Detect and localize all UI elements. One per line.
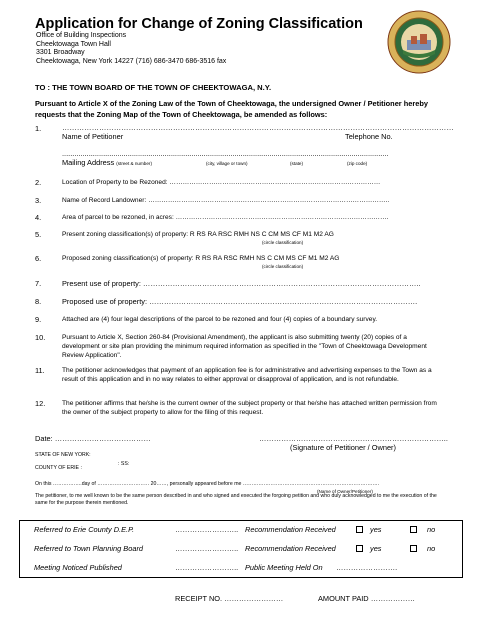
- item-number: 3.: [35, 196, 42, 205]
- referred-planning-dots[interactable]: ……………………..: [175, 544, 239, 553]
- notary-ss: : SS:: [118, 461, 130, 467]
- item-number: 11.: [35, 366, 45, 375]
- date-field[interactable]: Date: …………………………………: [35, 434, 151, 443]
- public-meeting-dots[interactable]: …………………….: [336, 563, 398, 572]
- no-label: no: [427, 525, 436, 534]
- item-number: 8.: [35, 297, 42, 306]
- office-line: 3301 Broadway: [36, 49, 85, 57]
- item-number: 9.: [35, 315, 42, 324]
- signature-label: (Signature of Petitioner / Owner): [290, 443, 396, 452]
- recommendation-received-label: Recommendation Received: [245, 525, 336, 534]
- yes-label: yes: [370, 544, 382, 553]
- intro-paragraph: Pursuant to Article X of the Zoning Law of the Town of Cheektowaga, the undersigned Owner / Petitioner hereby requests that the Zoning Map of the Town of Cheektowaga, be amended as follows:: [35, 99, 428, 119]
- item-number: 2.: [35, 178, 42, 187]
- item-11-text: The petitioner acknowledges that payment of an application fee is for administrative and advertising expenses to the Town as a result of this application and in no way relates to either approval or disapproval of application, and is not refundable.: [62, 367, 432, 383]
- planning-yes-checkbox[interactable]: [356, 545, 363, 552]
- mailing-sublabel: (street & number): [116, 161, 152, 166]
- present-use-field[interactable]: Present use of property: …………………………………………………………………………………………………..: [62, 279, 421, 288]
- meeting-noticed-label: Meeting Noticed Published: [34, 563, 122, 572]
- telephone-label: Telephone No.: [345, 132, 393, 141]
- referred-dep-dots[interactable]: ……………………..: [175, 525, 239, 534]
- signature-field[interactable]: …………………………………………………………………..: [259, 434, 448, 443]
- item-number: 1.: [35, 124, 42, 133]
- notary-statement: The petitioner, to me well known to be the same person described in and who signed and executed the forgoing petition and who duly acknowledged to me the execution of the same for the purpose therein mentioned.: [35, 493, 437, 507]
- no-label: no: [427, 544, 436, 553]
- receipt-number-field[interactable]: RECEIPT NO. ……………………: [175, 594, 284, 603]
- proposed-zoning-classification[interactable]: Proposed zoning classification(s) of property: R RS RA RSC RMH NS C CM MS CF M1 M2 AG: [62, 255, 340, 262]
- area-field[interactable]: Area of parcel to be rezoned, in acres: …………………………………………………………………………………….: [62, 214, 389, 221]
- zip-sublabel: (zip code): [347, 161, 368, 166]
- item-9-text: Attached are (4) four legal descriptions of the parcel to be rezoned and four (4) copies of a boundary survey.: [62, 316, 378, 323]
- office-line: Office of Building Inspections: [36, 32, 127, 39]
- item-number: 7.: [35, 279, 42, 288]
- form-title: Application for Change of Zoning Classification: [35, 16, 363, 32]
- recommendation-received-label: Recommendation Received: [245, 544, 336, 553]
- state-sublabel: (state): [290, 161, 304, 166]
- circle-classification-note: (circle classification): [262, 240, 304, 245]
- notary-state: STATE OF NEW YORK:: [35, 452, 91, 458]
- town-seal: [387, 10, 451, 74]
- landowner-field[interactable]: Name of Record Landowner: ………………………………………………………………………………………………..: [62, 197, 390, 204]
- referred-planning-label: Referred to Town Planning Board: [34, 544, 144, 553]
- circle-classification-note: (circle classification): [262, 264, 304, 269]
- item-number: 6.: [35, 254, 42, 263]
- item-number: 12.: [35, 399, 46, 408]
- public-meeting-label: Public Meeting Held On: [245, 563, 323, 572]
- meeting-noticed-dots[interactable]: ……………………..: [175, 563, 239, 572]
- mailing-label: Mailing Address: [62, 158, 115, 167]
- to-line: TO : THE TOWN BOARD OF THE TOWN OF CHEEKTOWAGA, N.Y.: [35, 83, 272, 92]
- office-line: Cheektowaga, New York 14227 (716) 686-3470 686-3516 fax: [36, 57, 227, 65]
- city-sublabel: (city, village or town): [206, 161, 248, 166]
- item-number: 4.: [35, 213, 42, 222]
- name-of-petitioner-label: Name of Petitioner: [62, 132, 124, 141]
- office-line: Cheektowaga Town Hall: [36, 40, 111, 48]
- notary-county: COUNTY OF ERIE :: [35, 465, 82, 471]
- referred-dep-label: Referred to Erie County D.E.P.: [34, 525, 135, 534]
- office-address: [36, 32, 226, 66]
- notary-name-owner-label: (Name of Owner/Petitioner): [317, 489, 373, 494]
- item-10-text: Pursuant to Article X, Section 260-84 (Provisional Amendment), the applicant is also submitting twenty (20) copies of a development or site plan providing the minimum required information as specified in the "Town of Cheektowaga Development Review Application".: [62, 334, 427, 359]
- yes-label: yes: [370, 525, 382, 534]
- petitioner-name-field[interactable]: ……………………………………………………………………………………………………………………………………………: [62, 123, 454, 132]
- present-zoning-classification[interactable]: Present zoning classification(s) of property: R RS RA RSC RMH NS C CM MS CF M1 M2 AG: [62, 231, 334, 238]
- proposed-use-field[interactable]: Proposed use of property: ……………………………………………………………………………………………….: [62, 297, 418, 306]
- notary-on-this[interactable]: On this ……………..day of ………………………… 20……, personally appeared before me …………………………………………………………………….: [35, 481, 380, 487]
- dep-no-checkbox[interactable]: [410, 526, 417, 533]
- mailing-address-field[interactable]: ...............................................................................................................................................................: [62, 149, 389, 158]
- item-number: 10.: [35, 333, 46, 342]
- location-field[interactable]: Location of Property to be Rezoned: ……………………………………………………………………………………: [62, 179, 381, 186]
- mailing-address-label: [62, 158, 152, 167]
- planning-no-checkbox[interactable]: [410, 545, 417, 552]
- item-number: 5.: [35, 230, 42, 239]
- item-12-text: The petitioner affirms that he/she is the current owner of the subject property or that he/she has attached written permission from the owner of the subject property to allow for the filing of this request.: [62, 400, 437, 416]
- dep-yes-checkbox[interactable]: [356, 526, 363, 533]
- amount-paid-field[interactable]: AMOUNT PAID ………………: [318, 594, 416, 603]
